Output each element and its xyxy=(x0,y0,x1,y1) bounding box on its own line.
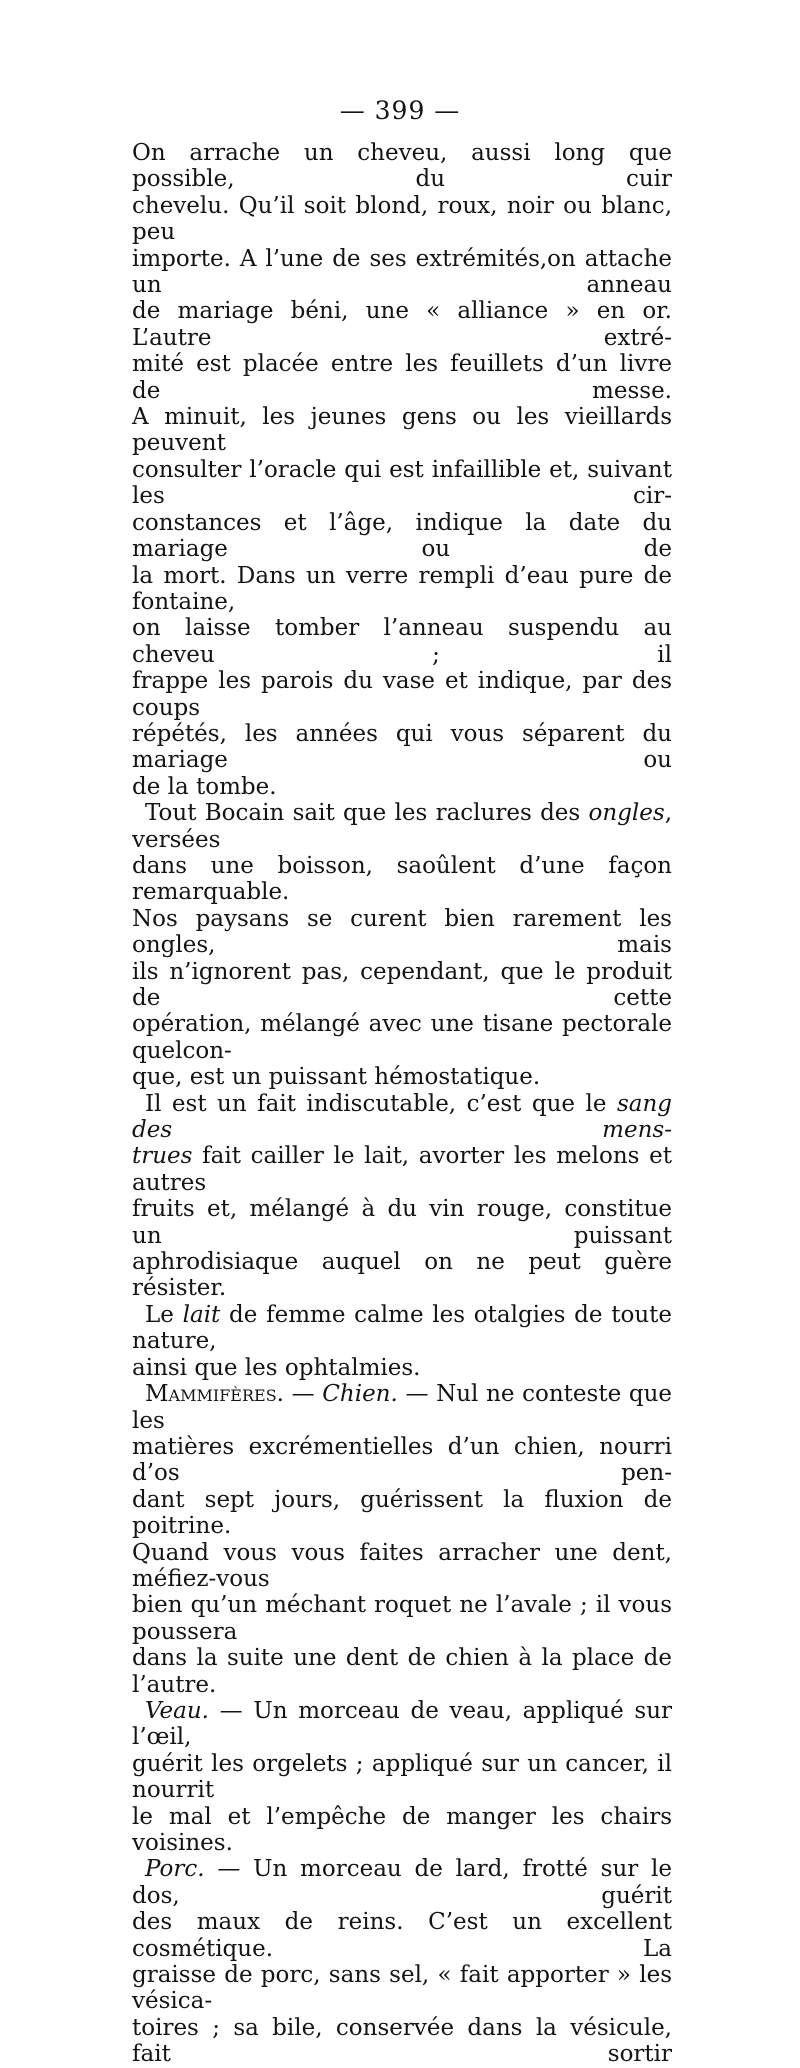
text-span: de femme calme les otalgies de toute nature, xyxy=(132,1301,672,1355)
text-span: — Un morceau de veau, appliqué sur l’œil, xyxy=(132,1697,672,1751)
text-line: A minuit, les jeunes gens ou les vieillards peuvent xyxy=(132,404,672,457)
text-line: matières excrémentielles d’un chien, nourri d’os pen- xyxy=(132,1433,672,1487)
text-line xyxy=(132,1856,672,1909)
text-line xyxy=(132,1143,672,1196)
text-span: Il est un fait indiscutable, c’est que le xyxy=(145,1090,617,1117)
text-line: ainsi que les ophtalmies. xyxy=(132,1354,421,1381)
text-line xyxy=(132,1698,672,1751)
text-line: Nos paysans se curent bien rarement les ongles, mais xyxy=(132,905,672,959)
section-heading: Mammifères. xyxy=(145,1381,284,1408)
italic-term: trues xyxy=(132,1143,193,1170)
page-body xyxy=(132,140,672,2068)
text-line: toires ; sa bile, conservée dans la vésicule, fait sortir xyxy=(132,2014,672,2068)
text-line xyxy=(132,800,672,853)
text-line: bien qu’un méchant roquet ne l’avale ; il vous poussera xyxy=(132,1592,672,1645)
paragraph-4 xyxy=(132,1302,672,1381)
text-line: guérit les orgelets ; appliqué sur un cancer, il nourrit xyxy=(132,1750,672,1804)
paragraph-1 xyxy=(132,140,672,800)
paragraph-2 xyxy=(132,800,672,1090)
italic-term: Chien. xyxy=(322,1381,398,1408)
paragraph-3 xyxy=(132,1091,672,1302)
italic-term: Porc. xyxy=(145,1856,205,1883)
paragraph-6 xyxy=(132,1698,672,1856)
text-line: mité est placée entre les feuillets d’un livre de messe. xyxy=(132,351,672,404)
text-line: consulter l’oracle qui est infaillible et, suivant les cir- xyxy=(132,456,672,510)
text-span: , versées xyxy=(132,800,672,853)
page-number: — 399 — xyxy=(339,96,461,125)
text-line: opération, mélangé avec une tisane pectorale quelcon- xyxy=(132,1011,672,1064)
text-line: chevelu. Qu’il soit blond, roux, noir ou blanc, peu xyxy=(132,192,672,246)
text-line: aphrodisiaque auquel on ne peut guère résister. xyxy=(132,1249,672,1302)
text-span: — Un morceau de lard, frotté sur le dos, guérit xyxy=(132,1856,672,1909)
paragraph-7 xyxy=(132,1856,672,2067)
text-line: Quand vous vous faites arracher une dent, méfiez-vous xyxy=(132,1539,672,1592)
text-span: Le xyxy=(145,1301,183,1328)
text-line xyxy=(132,1381,672,1434)
text-line: ils n’ignorent pas, cependant, que le produit de cette xyxy=(132,958,672,1011)
text-line: constances et l’âge, indique la date du mariage ou de xyxy=(132,509,672,563)
text-line: dans la suite une dent de chien à la place de l’autre. xyxy=(132,1645,672,1698)
text-line: fruits et, mélangé à du vin rouge, constitue un puissant xyxy=(132,1196,672,1249)
text-line: dans une boisson, saoûlent d’une façon remarquable. xyxy=(132,852,672,906)
text-line xyxy=(132,1302,672,1355)
italic-term: ongles xyxy=(588,800,665,827)
text-line: On arrache un cheveu, aussi long que possible, du cuir xyxy=(132,140,672,193)
italic-term: lait xyxy=(182,1301,221,1328)
paragraph-5 xyxy=(132,1381,672,1698)
text-line: on laisse tomber l’anneau suspendu au cheveu ; il xyxy=(132,615,672,668)
text-line: importe. A l’une de ses extrémités,on attache un anneau xyxy=(132,245,672,299)
text-span: — Nul ne conteste que les xyxy=(132,1381,672,1434)
text-line: répétés, les années qui vous séparent du mariage ou xyxy=(132,720,672,774)
text-span: fait cailler le lait, avorter les melons et autres xyxy=(132,1143,672,1196)
text-line: graisse de porc, sans sel, « fait apporter » les vésica- xyxy=(132,1962,672,2015)
italic-term: sang des mens- xyxy=(132,1090,672,1144)
italic-term: Veau. xyxy=(145,1697,209,1724)
text-line: la mort. Dans un verre rempli d’eau pure de fontaine, xyxy=(132,562,672,615)
text-line: de mariage béni, une « alliance » en or. L’autre extré- xyxy=(132,298,672,351)
text-line xyxy=(132,1091,672,1144)
text-line: que, est un puissant hémostatique. xyxy=(132,1064,541,1091)
text-line: le mal et l’empêche de manger les chairs voisines. xyxy=(132,1803,672,1856)
text-span: — xyxy=(283,1381,323,1408)
text-span: Tout Bocain sait que les raclures des xyxy=(145,800,589,827)
text-line: des maux de reins. C’est un excellent cosmétique. La xyxy=(132,1909,672,1962)
text-line: frappe les parois du vase et indique, par des coups xyxy=(132,668,672,721)
text-line: de la tombe. xyxy=(132,773,277,800)
text-line: dant sept jours, guérissent la fluxion de poitrine. xyxy=(132,1486,672,1540)
